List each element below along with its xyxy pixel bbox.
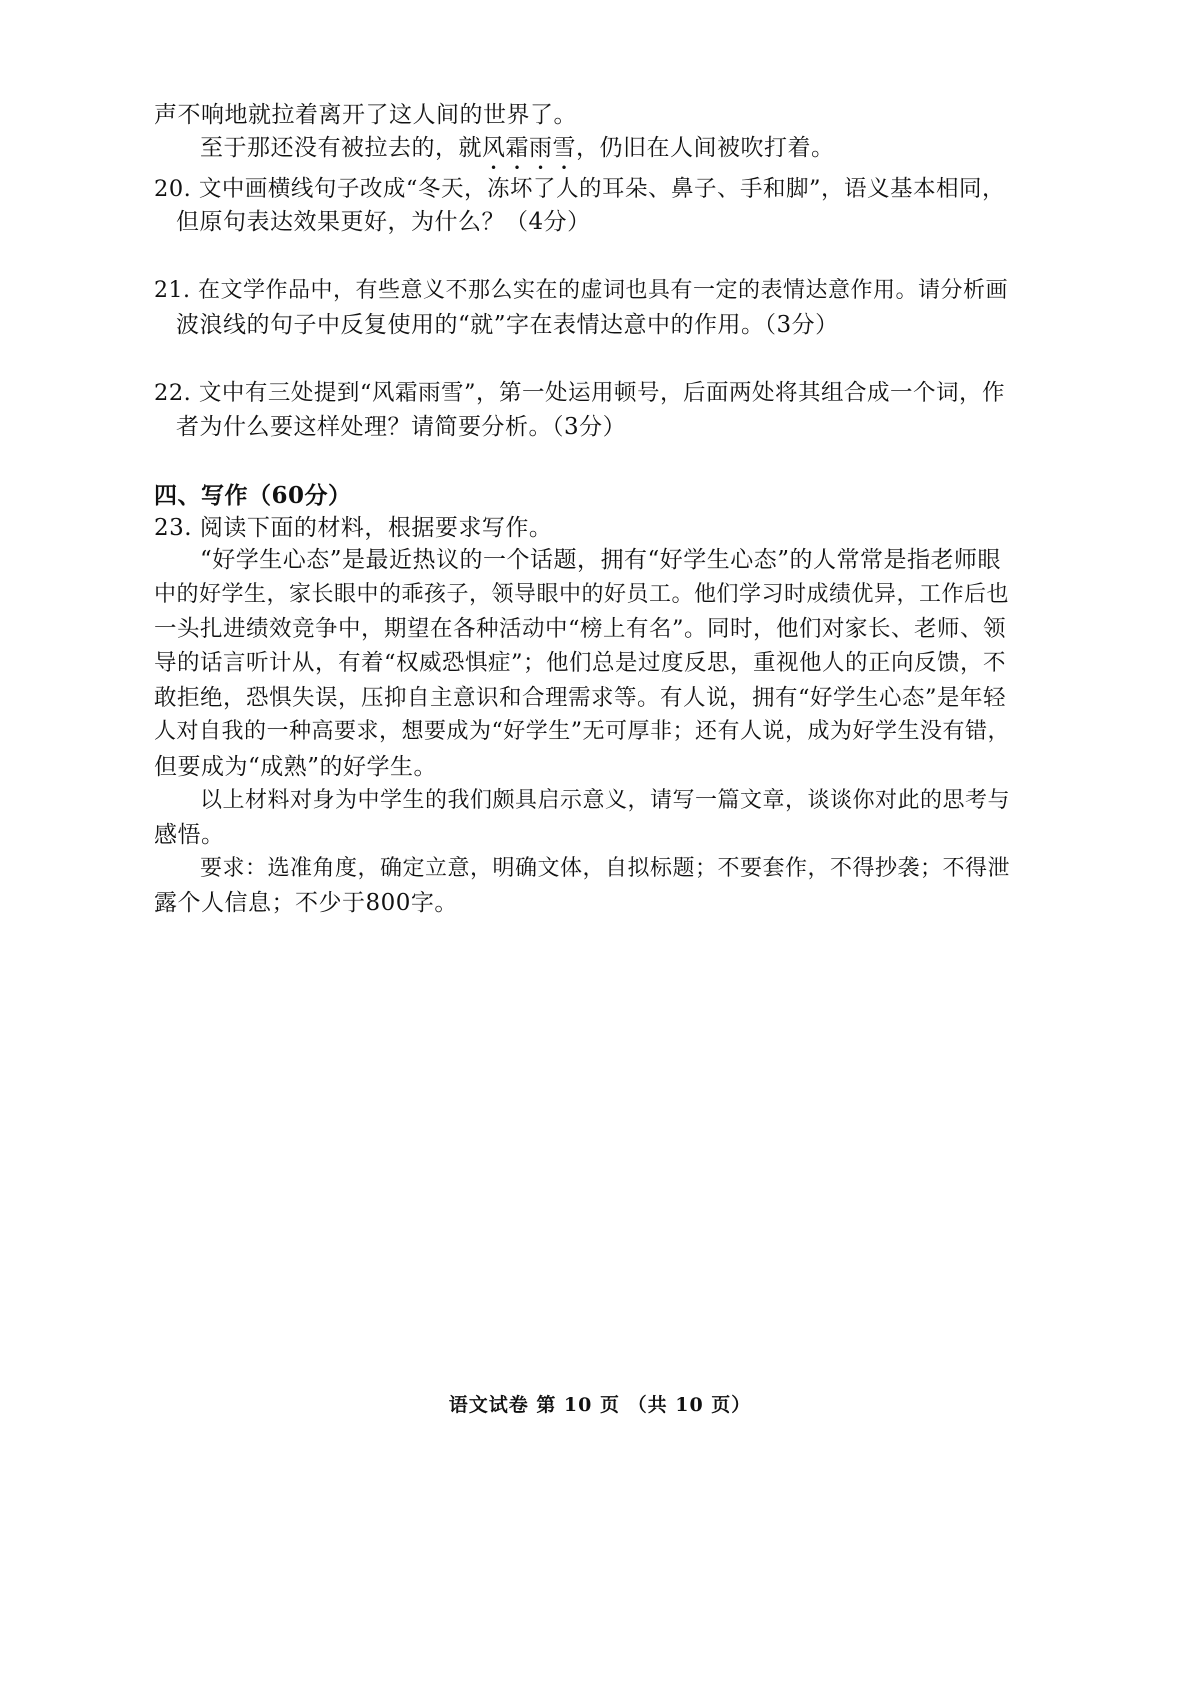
material-line: 中的好学生，家长眼中的乖孩子，领导眼中的好员工。他们学习时成绩优异，工作后也 [154,582,1010,607]
requirements-line: 露个人信息；不少于800字。 [154,890,458,916]
emphasized-phrase: 风霜雨雪 [482,135,576,161]
material-line: 人对自我的一种高要求，想要成为“好学生”无可厚非；还有人说，成为好学生没有错， [154,719,1010,744]
passage-line: 声不响地就拉着离开了这人间的世界了。 [154,102,577,128]
page-footer: 语文试卷 第 10 页 （共 10 页） [448,1394,752,1416]
question-23-line: 23. 阅读下面的材料，根据要求写作。 [154,515,553,541]
question-21-line: 21. 在文学作品中，有些意义不那么实在的虚词也具有一定的表情达意作用。请分析画 [154,278,1008,303]
material-line: “好学生心态”是最近热议的一个话题，拥有“好学生心态”的人常常是指老师眼 [200,547,1002,573]
passage-text: ，仍旧在人间被吹打着。 [576,135,835,161]
material-line: 敢拒绝，恐惧失误，压抑自主意识和合理需求等。有人说，拥有“好学生心态”是年轻 [154,685,1007,711]
question-22-line: 者为什么要这样处理？请简要分析。（3分） [176,414,627,440]
question-20-line: 20. 文中画横线句子改成“冬天，冻坏了人的耳朵、鼻子、手和脚”，语义基本相同， [154,176,1005,202]
material-line: 导的话言听计从，有着“权威恐惧症”；他们总是过度反思，重视他人的正向反馈，不 [154,650,1007,676]
question-21-line: 波浪线的句子中反复使用的“就”字在表情达意中的作用。（3分） [176,312,839,338]
requirements-line: 要求：选准角度，确定立意，明确文体，自拟标题；不要套作，不得抄袭；不得泄 [200,856,1011,881]
question-22-line: 22. 文中有三处提到“风霜雨雪”，第一处运用顿号，后面两处将其组合成一个词，作 [154,380,1005,406]
passage-text: 至于那还没有被拉去的，就 [200,135,482,161]
question-20-line: 但原句表达效果更好，为什么？（4分） [176,209,591,235]
section-heading: 四、写作（60分） [154,482,352,509]
passage-line [200,133,835,175]
material-line: 但要成为“成熟”的好学生。 [154,754,438,780]
prompt-line: 以上材料对身为中学生的我们颇具启示意义，请写一篇文章，谈谈你对此的思考与 [200,788,1011,813]
material-line: 一头扎进绩效竞争中，期望在各种活动中“榜上有名”。同时，他们对家长、老师、领 [154,616,1007,642]
prompt-line: 感悟。 [154,822,225,848]
